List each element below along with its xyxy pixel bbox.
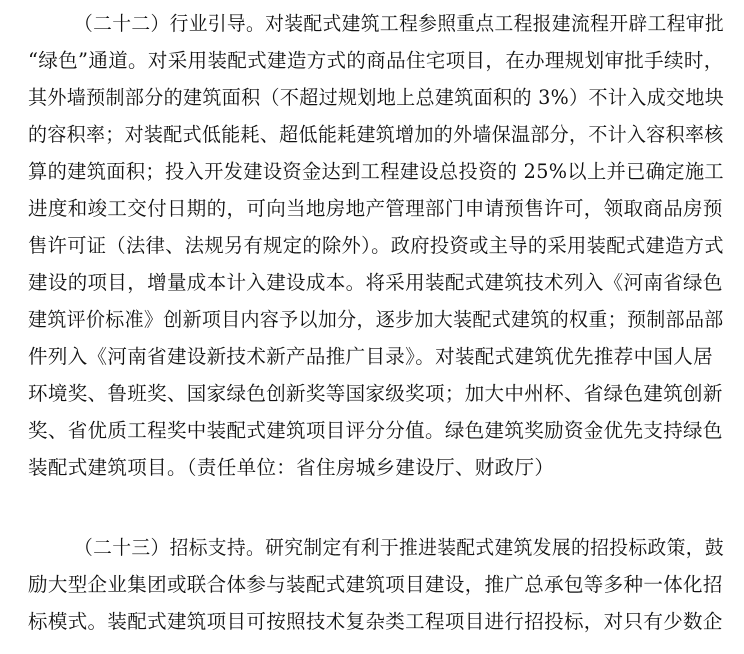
text-line: 标模式。装配式建筑项目可按照技术复杂类工程项目进行招投标，对只有少数企 xyxy=(28,610,723,633)
text-line: 建筑评价标准》创新项目内容予以加分，逐步加大装配式建筑的权重；预制部品部 xyxy=(28,308,724,331)
text-line: 售许可证（法律、法规另有规定的除外）。政府投资或主导的采用装配式建造方式 xyxy=(28,234,724,257)
text-line: （二十二）行业引导。对装配式建筑工程参照重点工程报建流程开辟工程审批 xyxy=(74,12,724,35)
text-line: 奖、省优质工程奖中装配式建筑项目评分分值。绿色建筑奖励资金优先支持绿色 xyxy=(28,419,723,442)
text-line: “绿色”通道。对采用装配式建造方式的商品住宅项目，在办理规划审批手续时， xyxy=(28,49,724,72)
text-line: 装配式建筑项目。（责任单位：省住房城乡建设厅、财政厅） xyxy=(28,456,555,479)
text-line: （二十三）招标支持。研究制定有利于推进装配式建筑发展的招投标政策，鼓 xyxy=(74,536,724,559)
text-line: 环境奖、鲁班奖、国家绿色创新奖等国家级奖项；加大中州杯、省绿色建筑创新 xyxy=(28,382,723,405)
text-line: 建设的项目，增量成本计入建设成本。将采用装配式建筑技术列入《河南省绿色 xyxy=(28,271,723,294)
text-line: 其外墙预制部分的建筑面积（不超过规划地上总建筑面积的 3%）不计入成交地块 xyxy=(28,86,725,109)
text-line: 算的建筑面积；投入开发建设资金达到工程建设总投资的 25%以上并已确定施工 xyxy=(28,160,724,183)
text-line: 件列入《河南省建设新技术新产品推广目录》。对装配式建筑优先推荐中国人居 xyxy=(28,345,714,368)
text-line: 进度和竣工交付日期的，可向当地房地产管理部门申请预售许可，领取商品房预 xyxy=(28,197,723,220)
text-line: 励大型企业集团或联合体参与装配式建筑项目建设，推广总承包等多种一体化招 xyxy=(28,573,723,596)
text-line: 的容积率；对装配式低能耗、超低能耗建筑增加的外墙保温部分，不计入容积率核 xyxy=(28,123,724,146)
